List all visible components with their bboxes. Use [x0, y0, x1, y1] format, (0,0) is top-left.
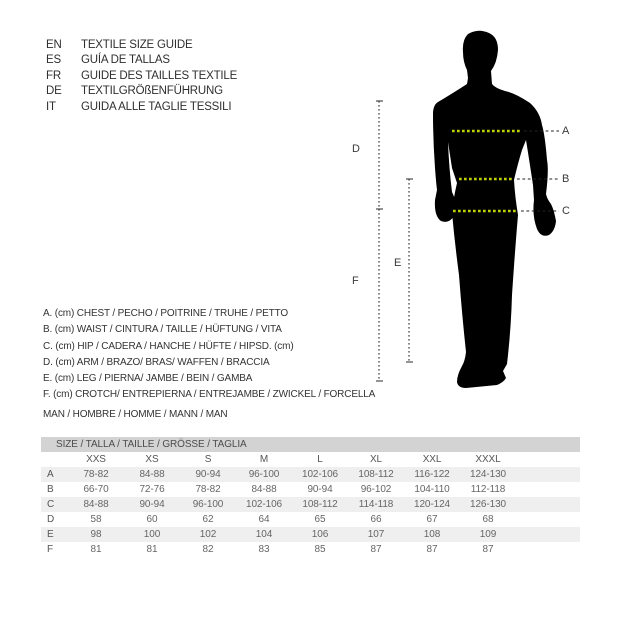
table-cell: 87 — [370, 544, 382, 555]
table-cell: 120-124 — [414, 499, 450, 510]
table-cell: 87 — [426, 544, 438, 555]
language-row — [46, 100, 237, 115]
row-label: F — [47, 544, 54, 555]
table-cell: 109 — [479, 529, 497, 540]
table-cell: 102-106 — [246, 499, 282, 510]
language-title-list — [46, 38, 237, 115]
figure-label-arm: D — [352, 143, 360, 155]
table-row-leg — [41, 527, 580, 542]
table-cell: 100 — [143, 529, 161, 540]
legend-item-chest: A. (cm) CHEST / PECHO / POITRINE / TRUHE / PETTO — [43, 308, 289, 319]
table-cell: 66 — [370, 514, 382, 525]
legend-item-arm: D. (cm) ARM / BRAZO/ BRAS/ WAFFEN / BRACCIA — [43, 356, 270, 368]
language-title: GUIDE DES TAILLES TEXTILE — [81, 69, 238, 82]
table-cell: 84-88 — [251, 484, 277, 495]
table-cell: 96-100 — [248, 469, 280, 480]
table-cell: 58 — [90, 514, 102, 525]
table-cell: 81 — [146, 544, 158, 555]
column-header-m: M — [259, 454, 269, 465]
row-label: D — [47, 514, 55, 525]
figure-label-hip: C — [562, 205, 570, 217]
row-label: E — [47, 529, 54, 540]
language-code: DE — [46, 85, 62, 98]
column-header-xxl: XXL — [422, 454, 442, 465]
table-cell: 104 — [255, 529, 273, 540]
table-cell: 106 — [311, 529, 329, 540]
table-cell: 108 — [423, 529, 441, 540]
measurement-legend — [43, 306, 375, 404]
table-cell: 84-88 — [139, 469, 165, 480]
column-header-empty — [41, 452, 68, 467]
table-cell: 112-118 — [470, 484, 506, 495]
table-cell: 96-100 — [192, 499, 224, 510]
table-cell: 82 — [202, 544, 214, 555]
column-header-xl: XL — [369, 454, 383, 465]
row-label: C — [47, 499, 55, 510]
table-cell: 65 — [314, 514, 326, 525]
table-cell: 87 — [482, 544, 494, 555]
figure-label-waist: B — [562, 173, 570, 185]
row-label: B — [47, 484, 54, 495]
table-cell: 102-106 — [302, 469, 338, 480]
table-row-waist — [41, 482, 580, 497]
language-code: IT — [46, 100, 56, 113]
table-cell: 116-122 — [414, 469, 450, 480]
table-cell: 90-94 — [195, 469, 221, 480]
legend-item-crotch: F. (cm) CROTCH/ ENTREPIERNA / ENTREJAMBE / ZWICKEL / FORCELLA — [43, 389, 376, 401]
legend-item-hip: C. (cm) HIP / CADERA / HANCHE / HÜFTE / HIPSD. (cm) — [43, 340, 294, 352]
size-table-column-headers — [41, 452, 580, 467]
table-cell: 102 — [199, 529, 217, 540]
column-header-xxs: XXS — [86, 454, 106, 465]
table-cell: 114-118 — [358, 499, 394, 510]
table-row-chest — [41, 467, 580, 482]
table-cell: 90-94 — [139, 499, 165, 510]
figure-label-chest: A — [562, 125, 570, 137]
language-row — [46, 69, 237, 84]
language-code: EN — [46, 39, 62, 51]
table-cell: 104-110 — [414, 484, 450, 495]
table-cell: 67 — [426, 514, 438, 525]
table-cell: 126-130 — [470, 499, 506, 510]
language-title: TEXTILGRÖßENFÜHRUNG — [81, 85, 223, 98]
language-title: GUIDA ALLE TAGLIE TESSILI — [81, 100, 232, 113]
table-cell: 124-130 — [470, 469, 506, 480]
row-label: A — [47, 469, 54, 480]
table-row-arm — [41, 512, 580, 527]
figure-label-crotch: F — [352, 275, 359, 287]
table-row-hip — [41, 497, 580, 512]
table-cell: 68 — [482, 514, 494, 525]
legend-item-leg: E. (cm) LEG / PIERNA/ JAMBE / BEIN / GAMBA — [43, 373, 253, 385]
table-cell: 83 — [258, 544, 270, 555]
table-cell: 62 — [202, 514, 214, 525]
table-cell: 108-112 — [358, 469, 394, 480]
language-row — [46, 84, 237, 99]
size-table-header: SIZE / TALLA / TAILLE / GRÖSSE / TAGLIA — [41, 437, 580, 452]
figure-label-leg: E — [394, 257, 402, 269]
size-table — [41, 437, 580, 557]
language-code: FR — [46, 69, 61, 82]
table-cell: 64 — [258, 514, 270, 525]
legend-item-waist: B. (cm) WAIST / CINTURA / TAILLE / HÜFTUNG / VITA — [43, 324, 282, 336]
table-cell: 96-102 — [360, 484, 392, 495]
table-cell: 85 — [314, 544, 326, 555]
table-cell: 78-82 — [83, 469, 109, 480]
language-code: ES — [46, 54, 61, 67]
table-cell: 60 — [146, 514, 158, 525]
language-title: TEXTILE SIZE GUIDE — [81, 39, 193, 51]
column-header-xs: XS — [145, 454, 159, 465]
table-cell: 78-82 — [195, 484, 221, 495]
table-cell: 107 — [367, 529, 385, 540]
language-title: GUÍA DE TALLAS — [81, 54, 170, 67]
table-cell: 90-94 — [307, 484, 333, 495]
table-cell: 108-112 — [302, 499, 338, 510]
table-cell: 66-70 — [83, 484, 109, 495]
language-row — [46, 53, 237, 68]
table-cell: 72-76 — [139, 484, 165, 495]
table-cell: 81 — [90, 544, 102, 555]
table-row-crotch — [41, 542, 580, 557]
column-header-s: S — [204, 454, 212, 465]
column-header-xxxl: XXXL — [475, 454, 501, 465]
column-header-l: L — [317, 454, 323, 465]
gender-line: MAN / HOMBRE / HOMME / MANN / MAN — [43, 409, 228, 420]
language-row — [46, 38, 237, 53]
table-cell: 84-88 — [83, 499, 109, 510]
table-cell: 98 — [90, 529, 102, 540]
man-silhouette — [433, 31, 556, 388]
